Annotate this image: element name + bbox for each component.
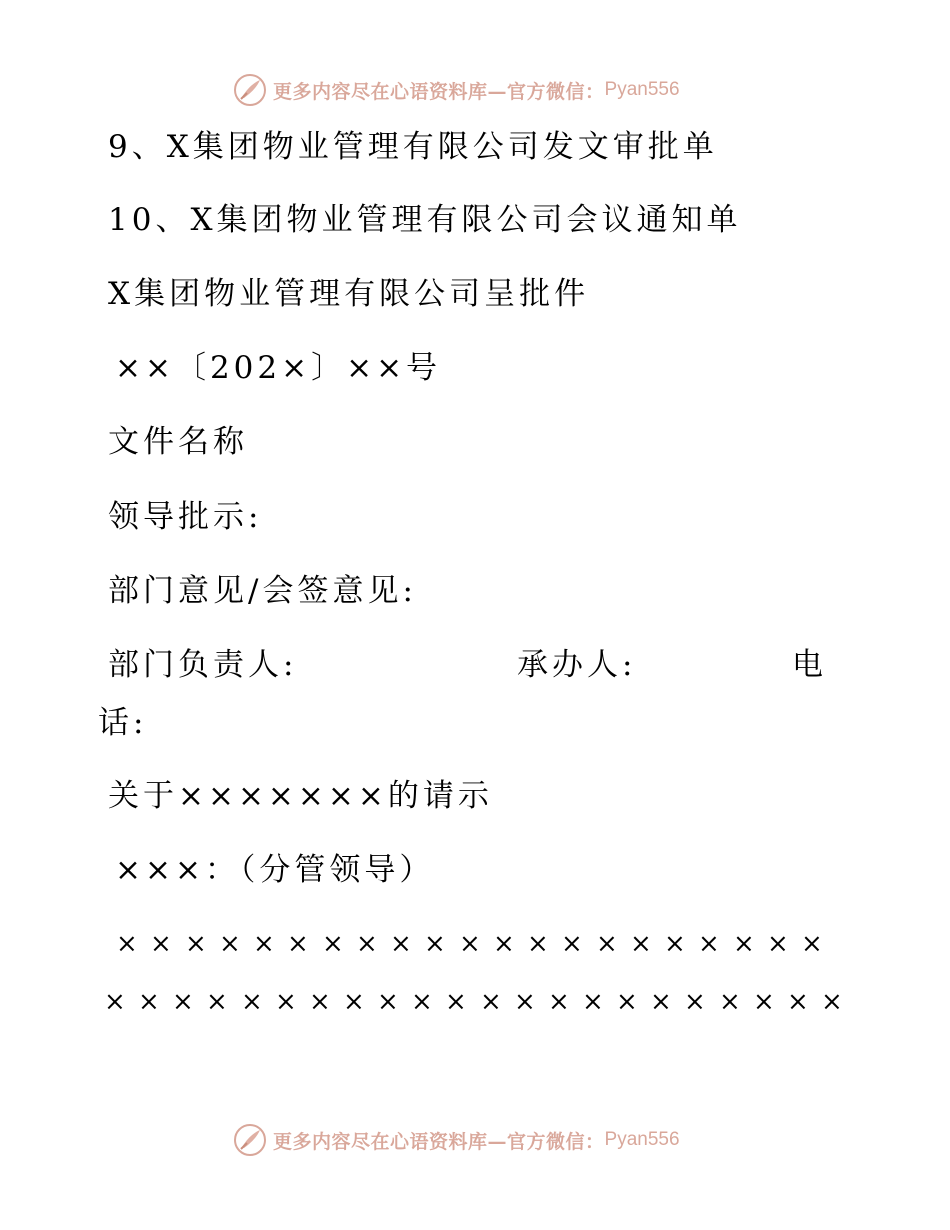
placeholder-mark: × [514, 987, 536, 1017]
watermark-text: 更多内容尽在心语资料库—官方微信： [273, 1130, 605, 1153]
placeholder-mark: × [527, 929, 549, 959]
document-number: ××〔202×〕××号 [115, 350, 442, 386]
placeholder-mark: × [356, 929, 378, 959]
placeholder-mark: × [684, 987, 706, 1017]
placeholder-mark: × [459, 929, 481, 959]
placeholder-mark: × [343, 987, 365, 1017]
placeholder-mark: × [767, 929, 789, 959]
body-placeholder-row-1 [0, 924, 950, 964]
file-name-label: 文件名称 [108, 424, 248, 460]
placeholder-mark: × [241, 987, 263, 1017]
placeholder-mark: × [821, 987, 843, 1017]
placeholder-mark: × [219, 929, 241, 959]
leader-instruction-label: 领导批示: [108, 499, 263, 535]
placeholder-mark: × [309, 987, 331, 1017]
placeholder-mark: × [801, 929, 823, 959]
request-title: 关于×××××××的请示 [108, 778, 493, 814]
department-opinion-label: 部门意见/会签意见: [108, 573, 417, 609]
placeholder-mark: × [322, 929, 344, 959]
placeholder-mark: × [650, 987, 672, 1017]
placeholder-mark: × [206, 987, 228, 1017]
placeholder-mark: × [253, 929, 275, 959]
placeholder-mark: × [185, 929, 207, 959]
placeholder-mark: × [275, 987, 297, 1017]
placeholder-mark: × [150, 929, 172, 959]
placeholder-mark: × [377, 987, 399, 1017]
addressee-line: ×××：（分管领导） [115, 852, 435, 888]
watermark-wechat-id: Pyan556 [604, 79, 680, 100]
placeholder-mark: × [390, 929, 412, 959]
placeholder-mark: × [287, 929, 309, 959]
placeholder-mark: × [733, 929, 755, 959]
quill-logo-icon [233, 1123, 267, 1157]
phone-label-part1: 电 [792, 647, 827, 683]
document-title: X集团物业管理有限公司呈批件 [108, 276, 590, 312]
list-item-meeting-notice: 10、X集团物业管理有限公司会议通知单 [108, 202, 742, 238]
watermark-text: 更多内容尽在心语资料库—官方微信： [273, 80, 605, 103]
placeholder-mark: × [172, 987, 194, 1017]
quill-logo-icon [233, 73, 267, 107]
placeholder-mark: × [480, 987, 502, 1017]
placeholder-mark: × [719, 987, 741, 1017]
placeholder-mark: × [493, 929, 515, 959]
footer-watermark [233, 1120, 680, 1160]
placeholder-mark: × [138, 987, 160, 1017]
placeholder-mark: × [787, 987, 809, 1017]
dept-head-label: 部门负责人: [108, 647, 298, 683]
watermark-wechat-id: Pyan556 [604, 1129, 680, 1150]
placeholder-mark: × [561, 929, 583, 959]
header-watermark [233, 70, 680, 110]
placeholder-mark: × [548, 987, 570, 1017]
list-item-approval-form: 9、X集团物业管理有限公司发文审批单 [108, 129, 718, 165]
body-placeholder-row-2 [0, 982, 950, 1022]
placeholder-mark: × [753, 987, 775, 1017]
handler-label: 承办人: [517, 647, 637, 683]
placeholder-mark: × [664, 929, 686, 959]
placeholder-mark: × [582, 987, 604, 1017]
placeholder-mark: × [698, 929, 720, 959]
placeholder-mark: × [424, 929, 446, 959]
placeholder-mark: × [596, 929, 618, 959]
placeholder-mark: × [116, 929, 138, 959]
placeholder-mark: × [630, 929, 652, 959]
placeholder-mark: × [104, 987, 126, 1017]
placeholder-mark: × [616, 987, 638, 1017]
phone-label-part2: 话: [98, 705, 148, 741]
placeholder-mark: × [411, 987, 433, 1017]
placeholder-mark: × [445, 987, 467, 1017]
